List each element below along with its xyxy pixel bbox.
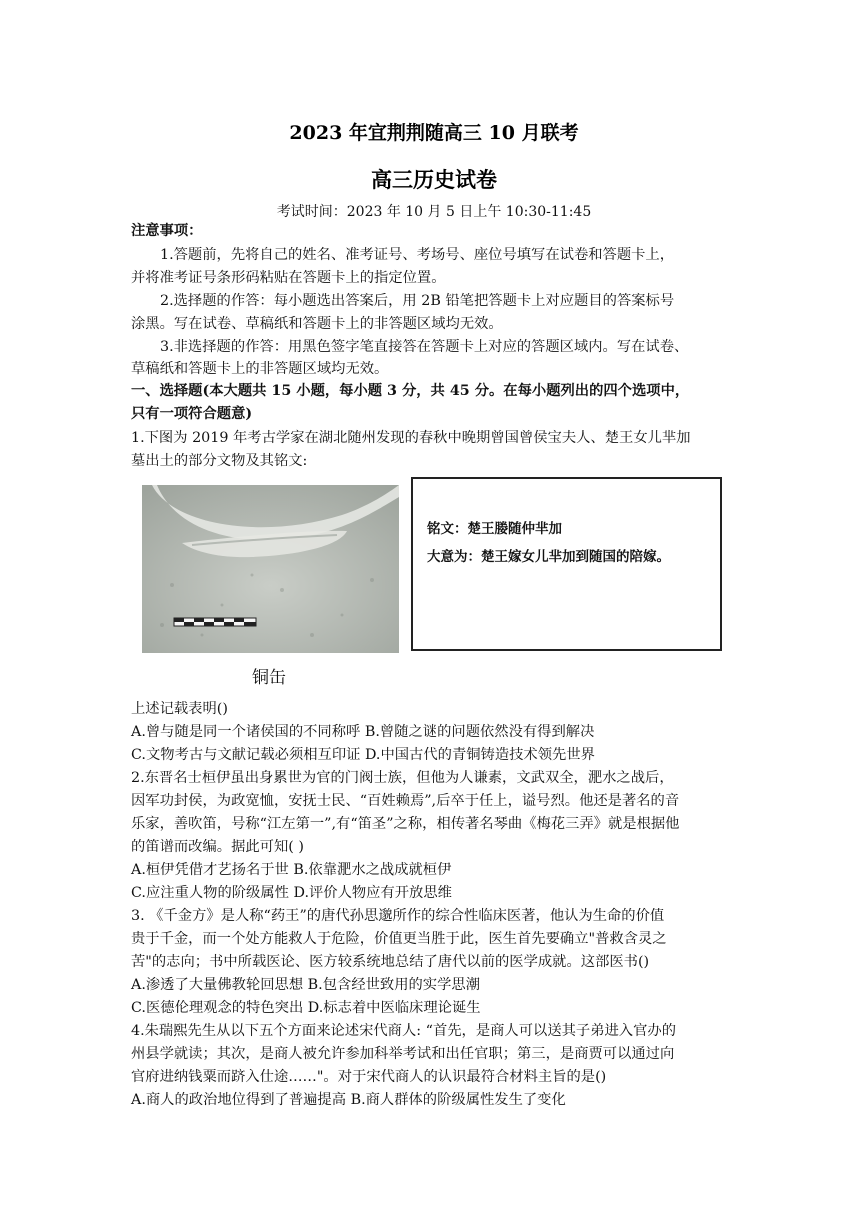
- photo-caption: 铜缶: [252, 668, 286, 688]
- bronze-fou-image: [142, 485, 399, 653]
- q3-stem: 3. 《千金方》是人称“药王”的唐代孙思邈所作的综合性临床医著，他认为生命的价值: [131, 908, 665, 924]
- inscription-box: [411, 477, 722, 651]
- bronze-fou-photo: [142, 485, 399, 653]
- q2-stem: 2.东晋名士桓伊虽出身累世为官的门阀士族，但他为人谦素，文武双全，淝水之战后，: [131, 770, 674, 786]
- q1-question: 上述记载表明(): [131, 701, 228, 717]
- q2-options-ab: A.桓伊凭借才艺扬名于世 B.依靠淝水之战成就桓伊: [131, 862, 452, 878]
- inscription-text: 铭文：楚王媵随仲芈加: [427, 521, 562, 537]
- exam-subtitle: 高三历史试卷: [371, 167, 497, 192]
- exam-title: 2023 年宜荆荆随高三 10 月联考: [289, 122, 579, 144]
- q2-stem-cont-2: 乐家，善吹笛，号称“江左第一”,有“笛圣”之称，相传著名琴曲《梅花三弄》就是根据他: [131, 816, 680, 832]
- notice-item-2: 2.选择题的作答：每小题选出答案后，用 2B 铅笔把答题卡上对应题目的答案标号: [160, 293, 675, 309]
- q3-stem-cont-2: 苦"的志向；书中所载医论、医方较系统地总结了唐代以前的医学成就。这部医书(): [131, 954, 650, 970]
- q3-stem-cont-1: 贵于千金，而一个处方能救人于危险，价值更当胜于此，医生首先要确立"普救含灵之: [131, 931, 667, 947]
- q1-options-ab: A.曾与随是同一个诸侯国的不同称呼 B.曾随之谜的问题依然没有得到解决: [131, 724, 595, 740]
- q1-stem-cont: 墓出土的部分文物及其铭文:: [131, 453, 308, 469]
- inscription-meaning: 大意为：楚王嫁女儿芈加到随国的陪嫁。: [427, 549, 670, 565]
- notice-heading: 注意事项：: [131, 223, 203, 239]
- q4-options-ab: A.商人的政治地位得到了普遍提高 B.商人群体的阶级属性发生了变化: [131, 1092, 566, 1108]
- q2-stem-cont-1: 因军功封侯，为政宽恤，安抚士民、“百姓赖焉”,后卒于任上，谥号烈。他还是著名的音: [131, 793, 680, 809]
- q1-options-cd: C.文物考古与文献记载必须相互印证 D.中国古代的青铜铸造技术领先世界: [131, 747, 595, 763]
- q2-options-cd: C.应注重人物的阶级属性 D.评价人物应有开放思维: [131, 885, 452, 901]
- q2-stem-cont-3: 的笛谱而改编。据此可知( ): [131, 839, 304, 855]
- section1-heading-cont: 只有一项符合题意): [131, 406, 253, 422]
- q4-stem: 4.朱瑞熙先生从以下五个方面来论述宋代商人: “首先，是商人可以送其子弟进入官办的: [131, 1023, 676, 1039]
- q1-stem: 1.下图为 2019 年考古学家在湖北随州发现的春秋中晚期曾国曾侯宝夫人、楚王女儿芈加: [131, 430, 691, 446]
- q4-stem-cont-1: 州县学就读；其次，是商人被允许参加科举考试和出任官职；第三，是商贾可以通过向: [131, 1046, 675, 1062]
- notice-item-1: 1.答题前，先将自己的姓名、准考证号、考场号、座位号填写在试卷和答题卡上，: [160, 247, 675, 263]
- notice-item-3: 3.非选择题的作答：用黑色签字笔直接答在答题卡上对应的答题区域内。写在试卷、: [160, 339, 689, 355]
- notice-item-1-cont: 并将准考证号条形码粘贴在答题卡上的指定位置。: [131, 270, 446, 286]
- notice-item-3-cont: 草稿纸和答题卡上的非答题区域均无效。: [131, 361, 389, 377]
- notice-item-2-cont: 涂黑。写在试卷、草稿纸和答题卡上的非答题区域均无效。: [131, 316, 503, 332]
- exam-time: 考试时间：2023 年 10 月 5 日上午 10:30-11:45: [276, 204, 592, 220]
- q3-options-ab: A.渗透了大量佛教轮回思想 B.包含经世致用的实学思潮: [131, 977, 480, 993]
- section1-heading: 一、选择题(本大题共 15 小题，每小题 3 分，共 45 分。在每小题列出的四个选项中，: [131, 383, 690, 399]
- q3-options-cd: C.医德伦理观念的特色突出 D.标志着中医临床理论诞生: [131, 1000, 481, 1016]
- q4-stem-cont-2: 官府进纳钱粟而跻入仕途……"。对于宋代商人的认识最符合材料主旨的是(): [131, 1069, 607, 1085]
